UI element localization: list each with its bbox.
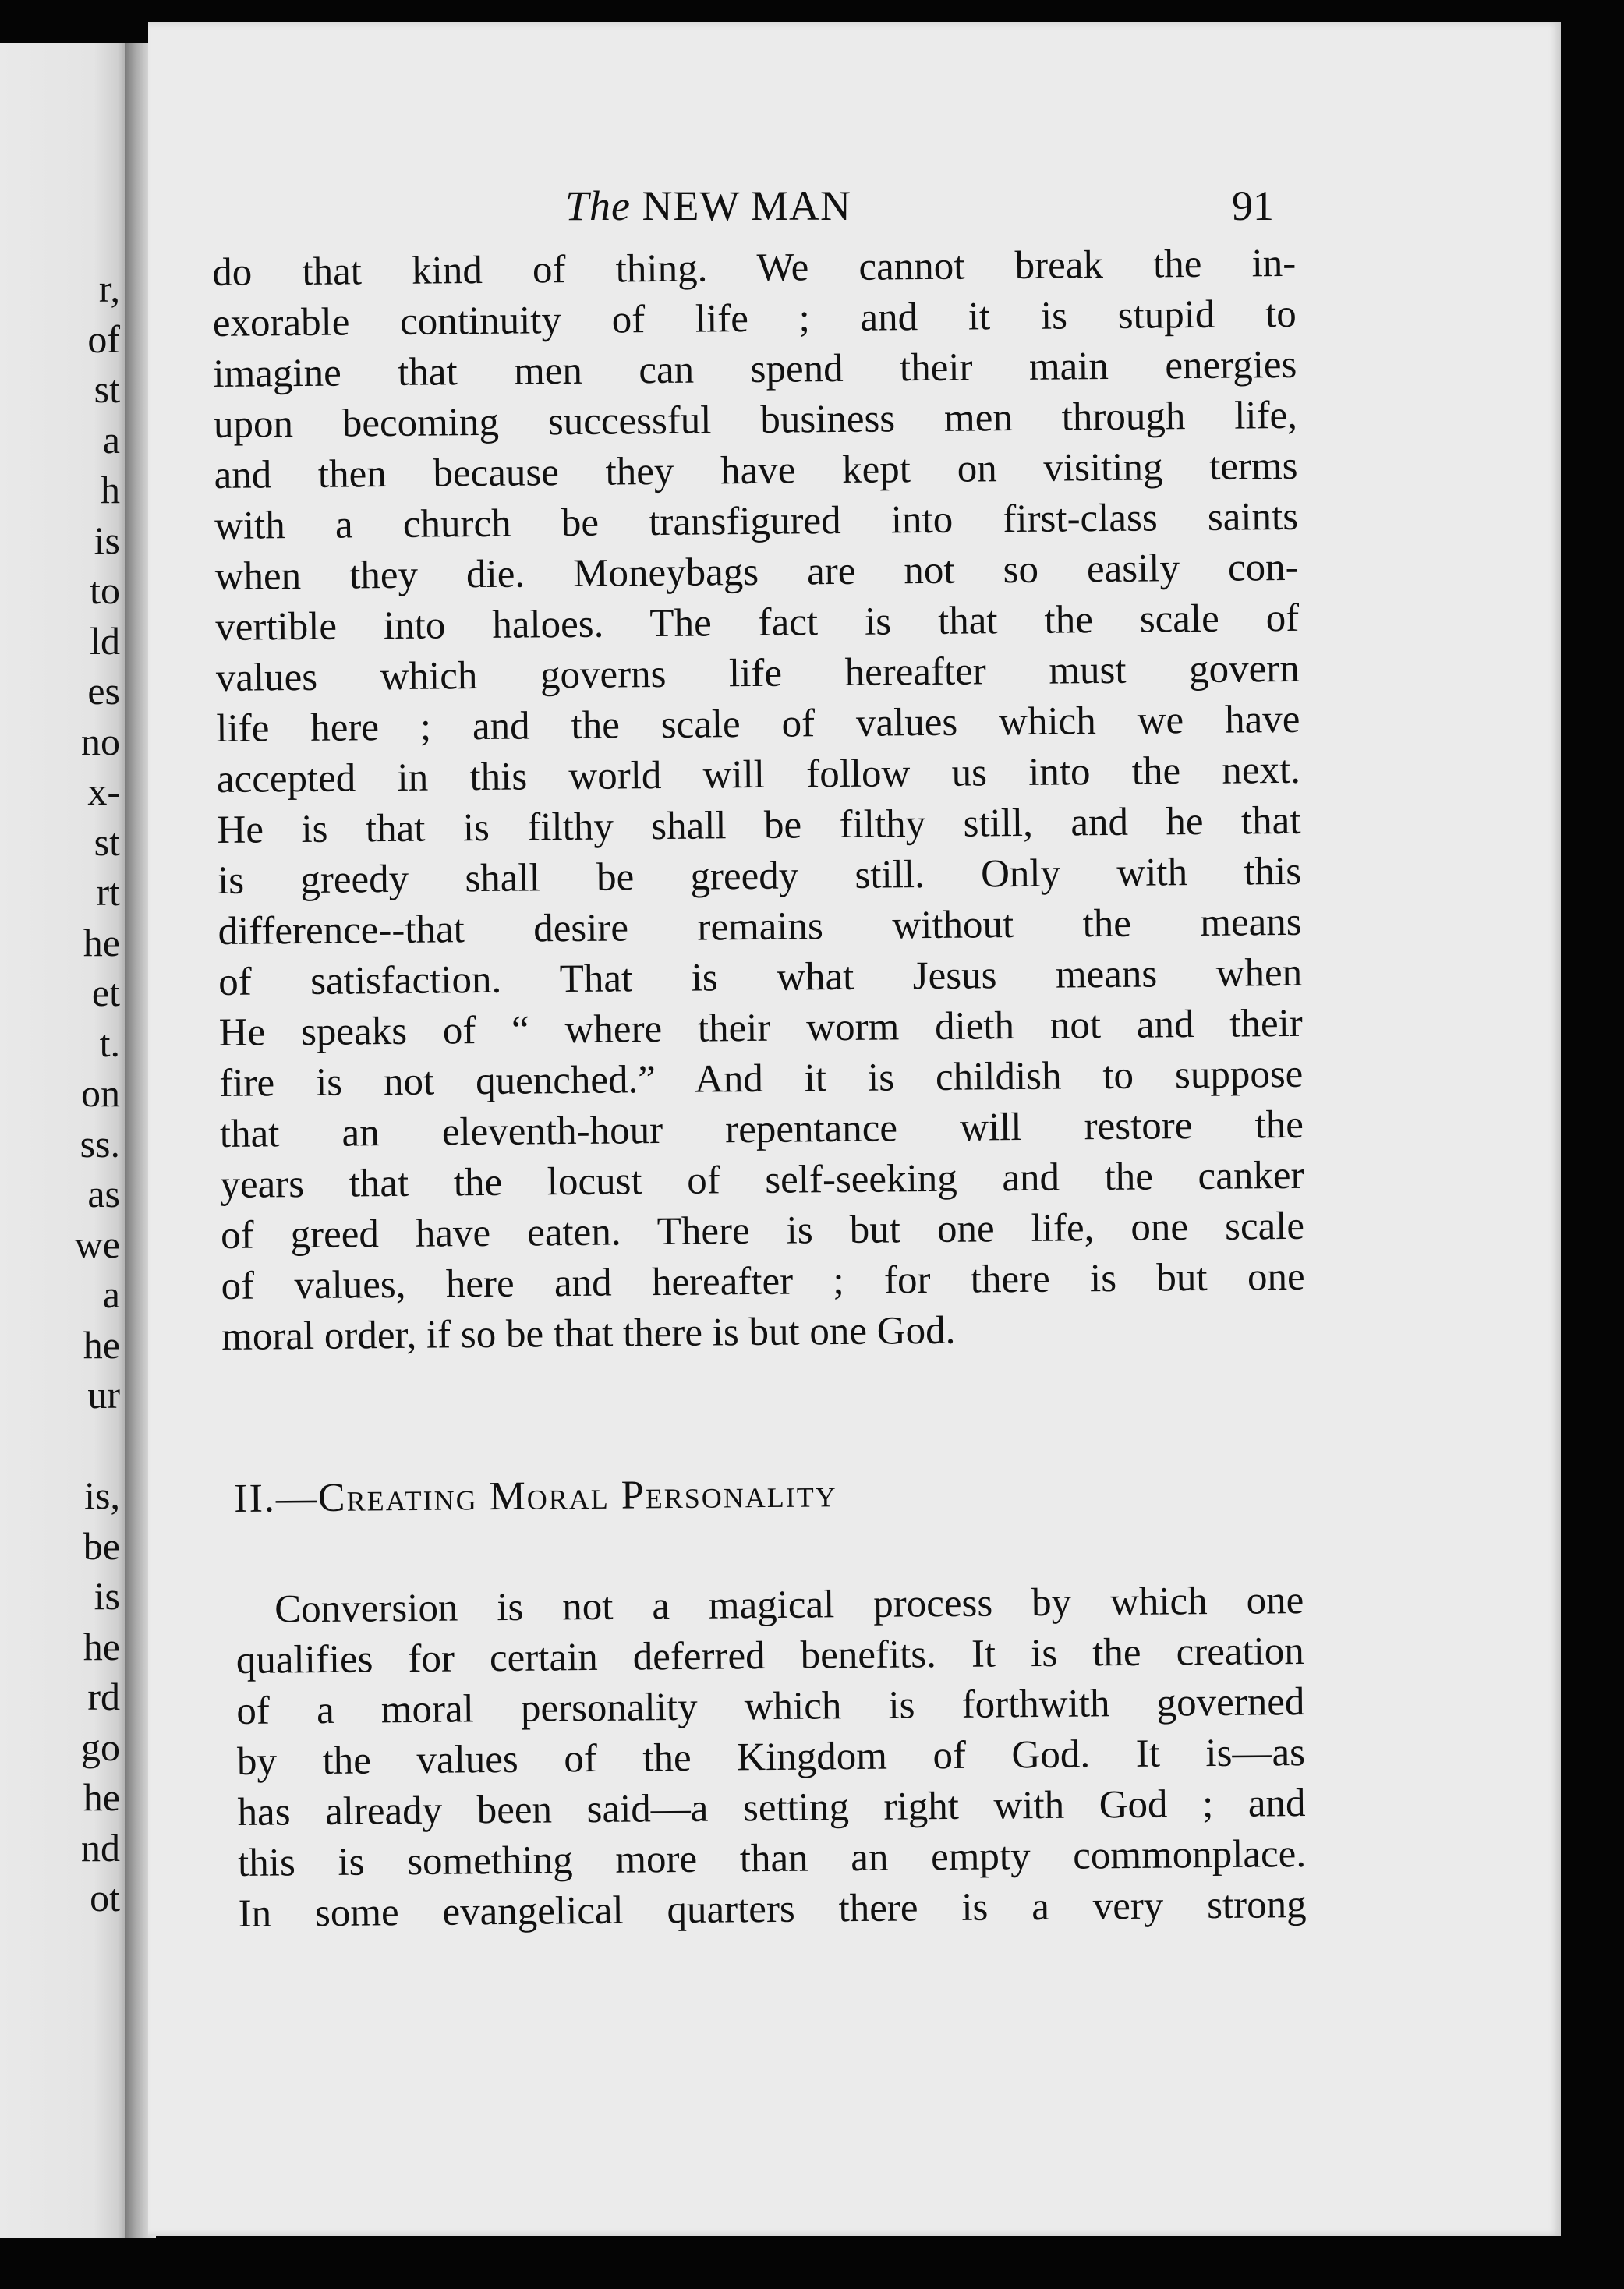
book-page (148, 22, 1561, 2236)
previous-page-fragment: x- (87, 769, 120, 813)
previous-page-fragment: he (83, 920, 120, 964)
previous-page-fragment: nd (81, 1825, 120, 1870)
text-line: difference--that desire remains without the means (218, 900, 1302, 953)
text-line: do that kind of thing. We cannot break the in- (212, 241, 1297, 295)
running-title-article: The (565, 182, 631, 229)
text-line: He speaks of “ where their worm dieth not and their (218, 1001, 1303, 1055)
previous-page-fragment: ot (90, 1876, 120, 1919)
previous-page-fragment: no (81, 719, 120, 763)
previous-page-fragment: st (94, 367, 120, 411)
previous-page-fragment: be (83, 1523, 120, 1568)
text-line: with a church be transfigured into first-class saints (214, 494, 1299, 548)
text-line: accepted in this world will follow us into the next. (216, 748, 1301, 801)
previous-page-fragment: rd (87, 1675, 120, 1718)
text-line: life here ; and the scale of values which we have (216, 697, 1300, 751)
text-line: moral order, if so be that there is but one God. (221, 1308, 956, 1359)
paragraph-continued (212, 239, 1305, 1363)
text-line: by the values of the Kingdom of God. It is—as (236, 1731, 1306, 1784)
page-number: 91 (1232, 182, 1274, 229)
previous-page-fragment: ur (87, 1373, 120, 1417)
previous-page-fragment: as (87, 1172, 120, 1215)
text-line: this is something more than an empty commonplace. (237, 1832, 1307, 1885)
text-line: Conversion is not a magical process by which one (274, 1579, 1304, 1632)
previous-page-fragment: r, (98, 267, 120, 310)
text-line: of a moral personality which is forthwith governed (236, 1680, 1305, 1733)
running-title (565, 182, 851, 230)
section-heading (234, 1470, 837, 1522)
previous-page-fragment: rt (96, 870, 120, 914)
text-line: exorable continuity of life ; and it is stupid to (212, 292, 1297, 345)
previous-page-fragment: of (87, 317, 120, 361)
text-line: is greedy shall be greedy still. Only with this (217, 849, 1302, 903)
text-line: of satisfaction. That is what Jesus means when (218, 950, 1303, 1004)
text-line: that an eleventh-hour repentance will restore the (219, 1102, 1304, 1156)
text-line: imagine that men can spend their main energies (213, 342, 1297, 396)
text-line: of values, here and hereafter ; for there is but one (221, 1254, 1305, 1308)
text-line: years that the locust of self-seeking and the canker (220, 1153, 1304, 1207)
text-line: upon becoming successful business men through life, (213, 393, 1298, 447)
previous-page-fragment: is, (84, 1474, 120, 1517)
previous-page-fragment: ld (90, 618, 120, 663)
text-line: fire is not quenched.” And it is childish to suppose (219, 1052, 1304, 1106)
text-line: of greed have eaten. There is but one life, one scale (220, 1204, 1305, 1258)
previous-page-edge (0, 43, 134, 2238)
text-line: and then because they have kept on visiting terms (214, 444, 1298, 497)
section-heading-text: II.—Creating Moral Personality (234, 1471, 837, 1521)
previous-page-fragment: et (91, 971, 120, 1014)
previous-page-fragment: st (94, 819, 120, 864)
text-line: values which governs life hereafter must govern (215, 646, 1300, 700)
previous-page-fragment: we (74, 1222, 120, 1266)
previous-page-fragment: on (81, 1071, 120, 1115)
previous-page-fragment: a (102, 1272, 120, 1316)
text-line: when they die. Moneybags are not so easily con- (214, 545, 1299, 599)
running-header (148, 162, 1561, 229)
paragraph-conversion (235, 1576, 1307, 1940)
previous-page-fragment: he (83, 1624, 120, 1668)
text-line: He is that is filthy shall be filthy still, and he that (217, 798, 1301, 852)
previous-page-fragment: t. (99, 1021, 120, 1065)
previous-page-fragment: h (101, 468, 120, 511)
previous-page-fragment: es (87, 669, 120, 713)
previous-page-fragment: is (94, 1574, 120, 1618)
previous-page-fragment: go (81, 1725, 120, 1769)
previous-page-fragment: a (102, 417, 120, 462)
previous-page-fragment: he (83, 1775, 120, 1819)
previous-page-fragment: he (83, 1322, 120, 1367)
previous-page-fragment: ss. (80, 1121, 120, 1166)
previous-page-fragment: to (90, 568, 120, 612)
previous-page-fragment: is (94, 518, 120, 562)
text-line: In some evangelical quarters there is a very strong (238, 1883, 1307, 1936)
text-line: vertible into haloes. The fact is that the scale of (215, 596, 1300, 649)
text-line: has already been said—a setting right with God ; and (237, 1781, 1306, 1834)
running-title-main: NEW MAN (642, 182, 851, 229)
text-line: qualifies for certain deferred benefits. It is the creation (235, 1629, 1305, 1682)
